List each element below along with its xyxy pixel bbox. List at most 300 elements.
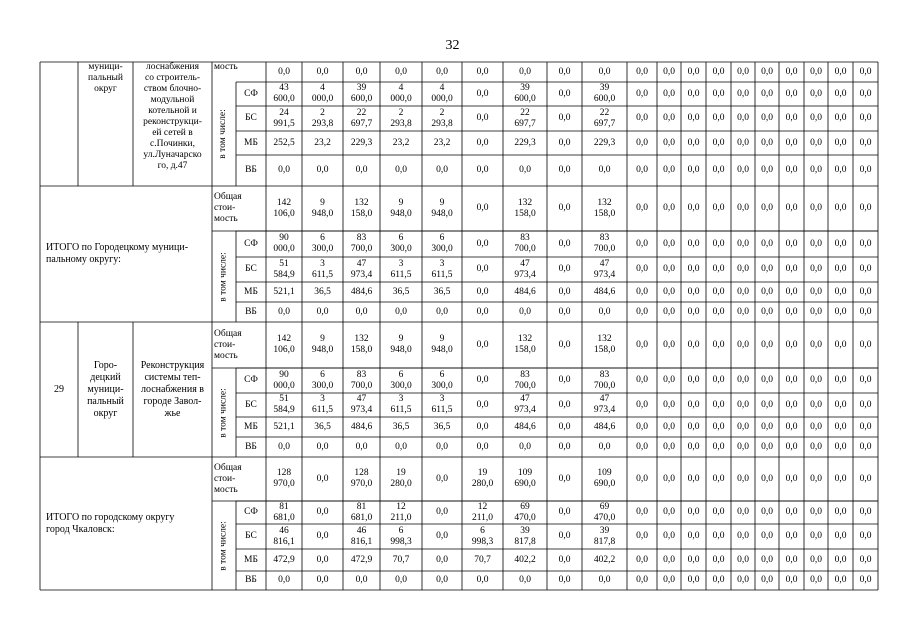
funding-row-value: 0,0 — [355, 165, 368, 175]
funding-row-value: 0,0 — [834, 165, 847, 175]
funding-row-value: 0,0 — [636, 264, 648, 274]
funding-row-value: 0,0 — [316, 441, 329, 452]
total-cost-value: 132 158,0 — [514, 197, 536, 219]
funding-row-value: 0,0 — [810, 137, 822, 148]
total-cost-value: 19 280,0 — [471, 468, 494, 489]
funding-row-value: 0,0 — [834, 264, 847, 274]
funding-row-value: 83 700,0 — [514, 369, 536, 391]
total-cost-value: 0,0 — [687, 473, 700, 484]
total-cost-value: 132 158,0 — [350, 334, 373, 355]
funding-row-value: 0,0 — [712, 375, 725, 385]
funding-row-value: 0,0 — [636, 306, 648, 317]
cost-row-value: 0,0 — [785, 66, 798, 77]
funding-row-value: 0,0 — [436, 507, 448, 517]
total-cost-value: 9 948,0 — [431, 334, 453, 355]
funding-row-value: 0,0 — [316, 165, 329, 175]
funding-row-value: 83 700,0 — [593, 369, 616, 391]
funding-row-value: 0,0 — [663, 531, 675, 541]
funding-row-value: 0,0 — [810, 88, 822, 99]
funding-row-value: 0,0 — [687, 306, 700, 317]
funding-row-value: 0,0 — [834, 286, 847, 297]
cost-row-value: 0,0 — [395, 66, 407, 77]
funding-row-value: 36,5 — [314, 286, 331, 297]
funding-row-value: 0,0 — [785, 554, 798, 565]
total-cost-value: 0,0 — [558, 339, 571, 350]
funding-row-value: 0,0 — [663, 441, 675, 452]
funding-row-value: 0,0 — [810, 286, 822, 297]
funding-row-value: 0,0 — [859, 137, 872, 148]
funding-row-value: 0,0 — [558, 165, 571, 175]
funding-row-value: 0,0 — [859, 88, 872, 99]
total-cost-value: 0,0 — [785, 203, 798, 213]
funding-row-value: 0,0 — [558, 113, 571, 123]
funding-row-value: 0,0 — [761, 375, 773, 385]
funding-source-label: СФ — [244, 238, 258, 249]
funding-row-value: 0,0 — [663, 238, 675, 249]
funding-row-value: 0,0 — [810, 507, 822, 517]
cost-row-value: 0,0 — [636, 66, 648, 77]
total-cost-value: 0,0 — [436, 473, 448, 484]
funding-row-value: 0,0 — [636, 375, 648, 385]
total-cost-value: 0,0 — [558, 203, 571, 213]
funding-row-value: 229,3 — [514, 137, 536, 148]
total-cost-value: 9 948,0 — [431, 197, 453, 219]
funding-row-value: 0,0 — [558, 88, 571, 99]
funding-row-value: 0,0 — [558, 575, 571, 585]
cost-row-value: 0,0 — [316, 66, 329, 77]
funding-row-value: 0,0 — [810, 264, 822, 274]
funding-row-value: 0,0 — [834, 531, 847, 541]
funding-row-value: 0,0 — [476, 165, 489, 175]
funding-row-value: 0,0 — [558, 421, 571, 432]
funding-row-value: 0,0 — [436, 165, 448, 175]
funding-row-value: 0,0 — [476, 264, 489, 274]
funding-row-value: 0,0 — [316, 575, 329, 585]
funding-row-value: 6 300,0 — [390, 233, 412, 254]
total-cost-value: 0,0 — [687, 203, 700, 213]
funding-row-value: 0,0 — [810, 238, 822, 249]
funding-row-value: 0,0 — [859, 375, 872, 385]
total-cost-value: 0,0 — [737, 203, 749, 213]
funding-row-value: 39 600,0 — [593, 83, 616, 104]
funding-row-value: 46 816,1 — [273, 525, 295, 547]
total-cost-value: 0,0 — [834, 339, 847, 350]
funding-row-value: 0,0 — [278, 441, 290, 452]
funding-row-value: 0,0 — [859, 113, 872, 123]
funding-row-value: 0,0 — [834, 113, 847, 123]
funding-row-value: 22 697,7 — [514, 107, 536, 129]
funding-row-value: 90 000,0 — [273, 369, 295, 391]
total-cost-value: 0,0 — [761, 339, 773, 350]
funding-row-value: 2 293,8 — [311, 107, 334, 129]
funding-row-value: 484,6 — [350, 421, 373, 432]
funding-row-value: 0,0 — [687, 399, 700, 410]
cost-row-value: 0,0 — [810, 66, 822, 77]
funding-row-value: 0,0 — [834, 554, 847, 565]
funding-row-value: 6 300,0 — [431, 369, 453, 391]
total-cost-value: 0,0 — [785, 339, 798, 350]
total-cost-value: 0,0 — [712, 473, 725, 484]
funding-row-value: 0,0 — [761, 88, 773, 99]
funding-row-value: 0,0 — [476, 286, 489, 297]
funding-row-value: 0,0 — [316, 531, 329, 541]
funding-row-value: 47 973,4 — [514, 258, 536, 280]
total-cost-value: 0,0 — [712, 339, 725, 350]
funding-row-value: 0,0 — [687, 531, 700, 541]
funding-row-value: 0,0 — [810, 306, 822, 317]
funding-row-value: 0,0 — [558, 507, 571, 517]
funding-row-value: 0,0 — [834, 507, 847, 517]
total-cost-value: 132 158,0 — [593, 334, 616, 355]
funding-row-value: 0,0 — [737, 531, 749, 541]
funding-row-value: 0,0 — [519, 165, 531, 175]
funding-row-value: 0,0 — [859, 306, 872, 317]
funding-row-value: 81 681,0 — [350, 501, 373, 523]
funding-row-value: 6 300,0 — [390, 369, 412, 391]
funding-row-value: 0,0 — [859, 554, 872, 565]
total-cost-value: 0,0 — [476, 203, 489, 213]
funding-row-value: 0,0 — [687, 507, 700, 517]
funding-row-value: 0,0 — [598, 306, 611, 317]
funding-row-value: 0,0 — [663, 88, 675, 99]
funding-row-value: 39 600,0 — [514, 83, 536, 104]
total-cost-value: 132 158,0 — [593, 197, 616, 219]
funding-row-value: 0,0 — [519, 441, 531, 452]
funding-row-value: 0,0 — [476, 88, 489, 99]
funding-row-value: 0,0 — [810, 531, 822, 541]
total-cost-value: 0,0 — [712, 203, 725, 213]
funding-row-value: 47 973,4 — [593, 258, 616, 280]
funding-row-value: 0,0 — [810, 375, 822, 385]
funding-row-value: 0,0 — [810, 399, 822, 410]
funding-row-value: 0,0 — [558, 264, 571, 274]
total-cost-label: мость — [214, 62, 238, 72]
funding-row-value: 47 973,4 — [514, 394, 536, 415]
funding-row-value: 0,0 — [687, 575, 700, 585]
funding-row-value: 0,0 — [737, 421, 749, 432]
total-cost-value: 0,0 — [810, 203, 822, 213]
funding-row-value: 0,0 — [663, 306, 675, 317]
funding-row-value: 0,0 — [519, 306, 531, 317]
funding-row-value: 0,0 — [737, 113, 749, 123]
funding-row-value: 0,0 — [810, 554, 822, 565]
funding-source-label: МБ — [244, 286, 258, 297]
funding-row-value: 0,0 — [436, 441, 448, 452]
funding-source-label: ВБ — [245, 575, 257, 585]
funding-row-value: 0,0 — [687, 238, 700, 249]
funding-row-value: 0,0 — [785, 575, 798, 585]
funding-row-value: 4 000,0 — [390, 83, 412, 104]
funding-row-value: 0,0 — [712, 507, 725, 517]
funding-row-value: 521,1 — [273, 286, 295, 297]
funding-row-value: 0,0 — [476, 421, 489, 432]
funding-row-value: 0,0 — [859, 575, 872, 585]
funding-row-value: 0,0 — [761, 264, 773, 274]
funding-row-value: 472,9 — [273, 554, 295, 565]
funding-row-value: 0,0 — [859, 507, 872, 517]
funding-row-value: 0,0 — [785, 531, 798, 541]
funding-row-value: 0,0 — [712, 88, 725, 99]
funding-row-value: 0,0 — [834, 137, 847, 148]
funding-row-value: 36,5 — [392, 286, 410, 297]
funding-row-value: 0,0 — [687, 441, 700, 452]
total-cost-label: Общая стои- мость — [214, 328, 242, 361]
total-cost-value: 0,0 — [859, 473, 872, 484]
funding-row-value: 39 817,8 — [514, 525, 536, 547]
total-cost-value: 142 106,0 — [273, 197, 295, 219]
funding-row-value: 0,0 — [712, 399, 725, 410]
funding-row-value: 22 697,7 — [593, 107, 616, 129]
funding-row-value: 39 600,0 — [350, 83, 373, 104]
funding-row-value: 0,0 — [761, 286, 773, 297]
funding-row-value: 0,0 — [859, 264, 872, 274]
funding-row-value: 0,0 — [687, 554, 700, 565]
funding-row-value: 0,0 — [761, 399, 773, 410]
total-cost-value: 9 948,0 — [311, 197, 334, 219]
funding-row-value: 2 293,8 — [431, 107, 453, 129]
funding-row-value: 0,0 — [395, 165, 407, 175]
cost-row-value: 0,0 — [558, 66, 571, 77]
funding-row-value: 0,0 — [737, 441, 749, 452]
funding-row-value: 0,0 — [663, 507, 675, 517]
funding-source-label: МБ — [244, 137, 258, 148]
funding-row-value: 0,0 — [355, 441, 368, 452]
funding-row-value: 0,0 — [687, 264, 700, 274]
page-number: 32 — [445, 38, 460, 53]
funding-row-value: 0,0 — [687, 113, 700, 123]
funding-row-value: 0,0 — [834, 306, 847, 317]
total-cost-label: Общая стои- мость — [214, 192, 242, 224]
funding-row-value: 0,0 — [663, 399, 675, 410]
funding-row-value: 0,0 — [355, 306, 368, 317]
cost-row-value: 0,0 — [834, 66, 847, 77]
total-cost-value: 0,0 — [785, 473, 798, 484]
funding-row-value: 0,0 — [355, 575, 368, 585]
funding-row-value: 402,2 — [593, 554, 616, 565]
funding-row-value: 22 697,7 — [350, 107, 373, 129]
funding-row-value: 0,0 — [636, 165, 648, 175]
funding-row-value: 0,0 — [810, 165, 822, 175]
funding-row-value: 0,0 — [395, 575, 407, 585]
including-label: в том числе: — [218, 109, 228, 159]
funding-row-value: 0,0 — [761, 575, 773, 585]
funding-row-value: 0,0 — [476, 113, 489, 123]
including-label: в том числе: — [218, 520, 228, 571]
funding-row-value: 0,0 — [558, 399, 571, 410]
funding-row-value: 0,0 — [761, 507, 773, 517]
funding-row-value: 83 700,0 — [350, 233, 373, 254]
funding-row-value: 0,0 — [636, 137, 648, 148]
funding-row-value: 0,0 — [810, 575, 822, 585]
funding-row-value: 43 600,0 — [273, 83, 295, 104]
funding-row-value: 0,0 — [316, 554, 329, 565]
subtotal-label: ИТОГО по Городецкому муници- пальному округу: — [46, 242, 189, 265]
total-cost-value: 142 106,0 — [273, 334, 295, 355]
funding-row-value: 0,0 — [761, 554, 773, 565]
funding-source-label: МБ — [244, 554, 258, 565]
funding-row-value: 51 584,9 — [273, 394, 295, 415]
funding-row-value: 0,0 — [712, 264, 725, 274]
funding-row-value: 0,0 — [785, 441, 798, 452]
funding-row-value: 3 611,5 — [431, 258, 453, 280]
funding-row-value: 3 611,5 — [311, 394, 334, 415]
funding-row-value: 0,0 — [785, 137, 798, 148]
cost-row-value: 0,0 — [737, 66, 749, 77]
cost-row-value: 0,0 — [598, 66, 611, 77]
funding-row-value: 484,6 — [514, 286, 536, 297]
funding-row-value: 0,0 — [785, 165, 798, 175]
funding-row-value: 0,0 — [636, 113, 648, 123]
funding-row-value: 0,0 — [761, 137, 773, 148]
funding-row-value: 0,0 — [395, 441, 407, 452]
funding-row-value: 0,0 — [663, 575, 675, 585]
funding-row-value: 0,0 — [737, 306, 749, 317]
funding-row-value: 0,0 — [558, 137, 571, 148]
funding-row-value: 70,7 — [474, 554, 491, 565]
funding-row-value: 0,0 — [737, 238, 749, 249]
cost-row-value: 0,0 — [663, 66, 675, 77]
funding-row-value: 0,0 — [785, 421, 798, 432]
funding-row-value: 0,0 — [785, 88, 798, 99]
funding-row-value: 0,0 — [834, 421, 847, 432]
funding-row-value: 0,0 — [737, 375, 749, 385]
funding-row-value: 6 998,3 — [390, 525, 412, 547]
funding-row-value: 0,0 — [476, 375, 489, 385]
funding-row-value: 0,0 — [834, 375, 847, 385]
funding-row-value: 47 973,4 — [350, 258, 373, 280]
funding-row-value: 0,0 — [737, 575, 749, 585]
funding-row-value: 0,0 — [636, 88, 648, 99]
funding-row-value: 0,0 — [785, 306, 798, 317]
funding-row-value: 0,0 — [278, 165, 290, 175]
funding-row-value: 0,0 — [436, 554, 448, 565]
funding-row-value: 0,0 — [712, 165, 725, 175]
project-description: Реконструкция системы теп- лоснабжения в городе Завол- жье — [140, 359, 205, 419]
funding-row-value: 0,0 — [476, 441, 489, 452]
cost-row-value: 0,0 — [355, 66, 368, 77]
funding-row-value: 0,0 — [636, 421, 648, 432]
funding-row-value: 0,0 — [785, 286, 798, 297]
project-description: лоснабжения со строитель- ством блочно- модульной котельной и реконструкци- ей сетей в с.Починки, ул.Луначарско го, д.47 — [143, 62, 202, 171]
funding-row-value: 70,7 — [392, 554, 410, 565]
funding-row-value: 0,0 — [859, 238, 872, 249]
funding-row-value: 0,0 — [476, 137, 489, 148]
funding-row-value: 0,0 — [737, 399, 749, 410]
including-label: в том числе: — [218, 387, 228, 438]
funding-row-value: 0,0 — [558, 286, 571, 297]
funding-row-value: 0,0 — [761, 165, 773, 175]
subtotal-label: ИТОГО по городскому округу город Чкаловск: — [46, 511, 175, 535]
cost-row-value: 0,0 — [712, 66, 725, 77]
funding-row-value: 484,6 — [514, 421, 536, 432]
funding-source-label: БС — [245, 264, 257, 274]
funding-row-value: 0,0 — [810, 421, 822, 432]
funding-row-value: 0,0 — [810, 113, 822, 123]
funding-source-label: БС — [245, 531, 257, 541]
funding-row-value: 36,5 — [392, 421, 410, 432]
funding-row-value: 6 300,0 — [311, 233, 334, 254]
funding-row-value: 0,0 — [737, 286, 749, 297]
funding-row-value: 0,0 — [558, 306, 571, 317]
funding-row-value: 0,0 — [598, 441, 611, 452]
funding-row-value: 0,0 — [636, 238, 648, 249]
total-cost-value: 19 280,0 — [390, 468, 412, 489]
total-cost-value: 0,0 — [834, 203, 847, 213]
funding-row-value: 46 816,1 — [350, 525, 373, 547]
funding-row-value: 0,0 — [712, 238, 725, 249]
funding-row-value: 0,0 — [785, 264, 798, 274]
total-cost-value: 0,0 — [761, 473, 773, 484]
total-cost-label: Общая стои- мость — [214, 462, 242, 495]
total-cost-value: 0,0 — [316, 473, 329, 484]
cost-row-value: 0,0 — [436, 66, 448, 77]
funding-row-value: 0,0 — [687, 375, 700, 385]
funding-row-value: 0,0 — [636, 531, 648, 541]
total-cost-value: 0,0 — [737, 473, 749, 484]
funding-row-value: 0,0 — [712, 137, 725, 148]
funding-row-value: 0,0 — [436, 306, 448, 317]
funding-row-value: 0,0 — [636, 399, 648, 410]
total-cost-value: 9 948,0 — [390, 197, 412, 219]
funding-row-value: 0,0 — [859, 399, 872, 410]
funding-row-value: 0,0 — [558, 441, 571, 452]
funding-row-value: 0,0 — [395, 306, 407, 317]
funding-row-value: 402,2 — [514, 554, 536, 565]
funding-row-value: 0,0 — [636, 441, 648, 452]
total-cost-value: 0,0 — [476, 339, 489, 350]
total-cost-value: 109 690,0 — [514, 468, 536, 489]
funding-row-value: 0,0 — [558, 531, 571, 541]
total-cost-value: 0,0 — [834, 473, 847, 484]
funding-row-value: 0,0 — [761, 113, 773, 123]
total-cost-value: 0,0 — [663, 339, 675, 350]
funding-row-value: 0,0 — [663, 113, 675, 123]
total-cost-value: 0,0 — [636, 339, 648, 350]
funding-row-value: 0,0 — [598, 165, 611, 175]
funding-row-value: 484,6 — [593, 286, 616, 297]
funding-row-value: 0,0 — [476, 238, 489, 249]
total-cost-value: 109 690,0 — [593, 468, 616, 489]
funding-row-value: 0,0 — [663, 165, 675, 175]
funding-row-value: 521,1 — [273, 421, 295, 432]
cost-row-value: 0,0 — [476, 66, 489, 77]
funding-row-value: 0,0 — [761, 441, 773, 452]
funding-row-value: 0,0 — [761, 238, 773, 249]
total-cost-value: 0,0 — [810, 473, 822, 484]
funding-row-value: 0,0 — [636, 507, 648, 517]
funding-row-value: 2 293,8 — [390, 107, 412, 129]
funding-row-value: 0,0 — [687, 137, 700, 148]
funding-source-label: МБ — [244, 421, 258, 432]
funding-row-value: 0,0 — [598, 575, 611, 585]
funding-row-value: 3 611,5 — [390, 258, 412, 280]
funding-row-value: 23,2 — [433, 137, 451, 148]
funding-row-value: 0,0 — [737, 264, 749, 274]
total-cost-value: 0,0 — [558, 473, 571, 484]
funding-row-value: 0,0 — [785, 375, 798, 385]
funding-row-value: 0,0 — [859, 286, 872, 297]
funding-row-value: 0,0 — [737, 507, 749, 517]
funding-row-value: 0,0 — [636, 286, 648, 297]
total-cost-value: 132 158,0 — [350, 197, 373, 219]
funding-row-value: 0,0 — [834, 575, 847, 585]
total-cost-value: 0,0 — [859, 339, 872, 350]
funding-row-value: 0,0 — [834, 88, 847, 99]
cost-row-value: 0,0 — [859, 66, 872, 77]
funding-row-value: 0,0 — [712, 575, 725, 585]
funding-row-value: 83 700,0 — [514, 233, 536, 254]
funding-row-value: 229,3 — [350, 137, 373, 148]
